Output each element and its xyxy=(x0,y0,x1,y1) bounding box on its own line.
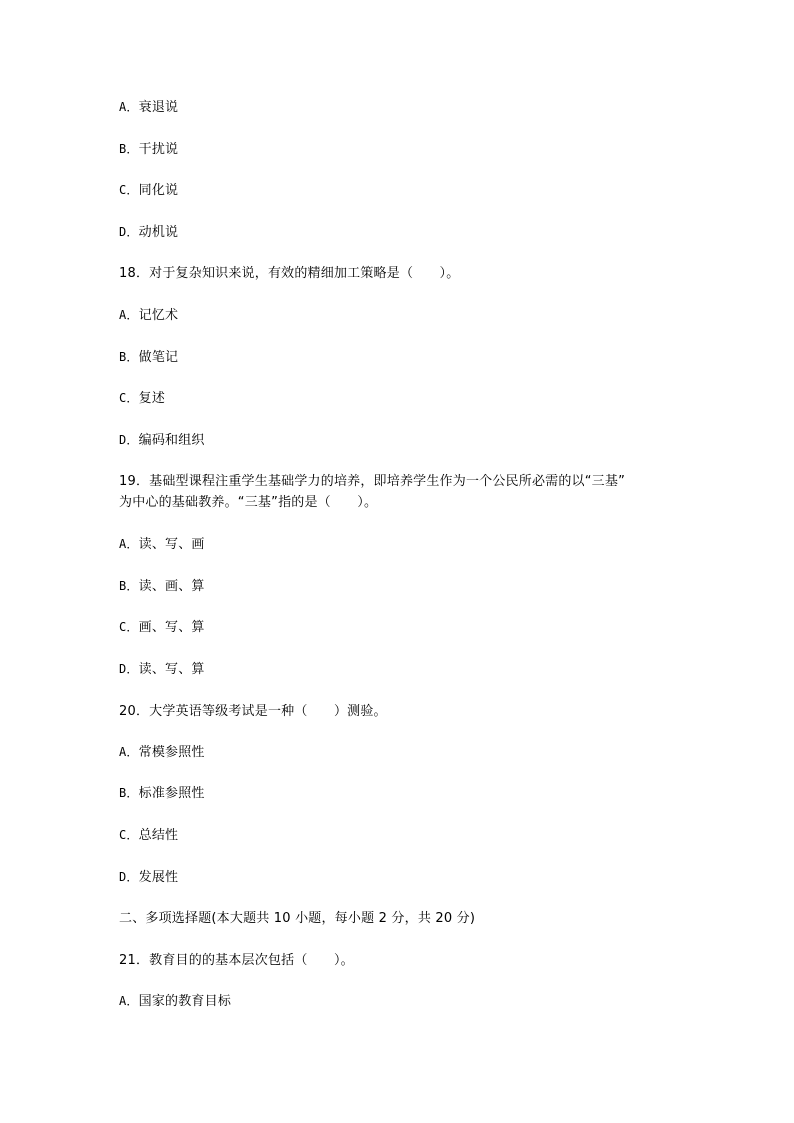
q17-option-a xyxy=(119,97,178,118)
option-letter: D． xyxy=(119,433,139,447)
option-letter: A． xyxy=(119,308,139,322)
option-letter: C． xyxy=(119,183,139,197)
q20-option-d xyxy=(119,867,178,888)
q19-option-c xyxy=(119,617,205,638)
option-letter: C． xyxy=(119,828,139,842)
option-text: 记忆术 xyxy=(138,308,179,323)
option-text: 读、写、画 xyxy=(138,537,205,552)
q19-option-b xyxy=(119,576,205,597)
q18-option-a xyxy=(119,305,178,326)
option-text: 国家的教育目标 xyxy=(138,994,232,1009)
option-text: 衰退说 xyxy=(138,100,179,115)
q18-stem: 18．对于复杂知识来说，有效的精细加工策略是（ ）。 xyxy=(119,266,460,281)
q19-stem-line2: 为中心的基础教养。“三基”指的是（ ）。 xyxy=(119,495,378,510)
q20-option-b xyxy=(119,783,205,804)
q19-option-a xyxy=(119,534,205,555)
q19-stem-line1: 19．基础型课程注重学生基础学力的培养，即培养学生作为一个公民所必需的以“三基” xyxy=(119,474,626,489)
q21-stem: 21．教育目的的基本层次包括（ ）。 xyxy=(119,953,354,968)
option-text: 读、写、算 xyxy=(138,662,205,677)
option-letter: B． xyxy=(119,786,139,800)
q18-option-b xyxy=(119,347,178,368)
option-letter: A． xyxy=(119,994,139,1008)
option-letter: D． xyxy=(119,225,139,239)
option-text: 常模参照性 xyxy=(138,745,205,760)
option-letter: B． xyxy=(119,579,139,593)
q18-option-d xyxy=(119,430,205,451)
q17-option-c xyxy=(119,180,178,201)
q17-option-d xyxy=(119,222,178,243)
option-letter: D． xyxy=(119,870,139,884)
q18-option-c xyxy=(119,388,165,409)
option-text: 编码和组织 xyxy=(138,433,205,448)
option-text: 同化说 xyxy=(138,183,179,198)
q17-option-b xyxy=(119,139,178,160)
option-letter: C． xyxy=(119,620,139,634)
option-letter: B． xyxy=(119,350,139,364)
option-text: 干扰说 xyxy=(138,142,179,157)
option-text: 做笔记 xyxy=(138,350,179,365)
q20-option-c xyxy=(119,825,178,846)
option-text: 发展性 xyxy=(138,870,179,885)
q21-option-a xyxy=(119,991,231,1012)
q19-option-d xyxy=(119,659,205,680)
q20-stem: 20．大学英语等级考试是一种（ ）测验。 xyxy=(119,704,387,719)
option-text: 总结性 xyxy=(138,828,179,843)
section-heading-multiple-choice: 二、多项选择题(本大题共 10 小题，每小题 2 分，共 20 分) xyxy=(119,911,476,926)
option-letter: B． xyxy=(119,142,139,156)
option-text: 读、画、算 xyxy=(138,579,205,594)
option-letter: A． xyxy=(119,537,139,551)
option-letter: D． xyxy=(119,662,139,676)
option-letter: C． xyxy=(119,391,139,405)
option-text: 动机说 xyxy=(138,225,179,240)
option-text: 画、写、算 xyxy=(138,620,205,635)
option-text: 标准参照性 xyxy=(138,786,205,801)
option-letter: A． xyxy=(119,100,139,114)
q20-option-a xyxy=(119,742,205,763)
option-letter: A． xyxy=(119,745,139,759)
option-text: 复述 xyxy=(138,391,166,406)
